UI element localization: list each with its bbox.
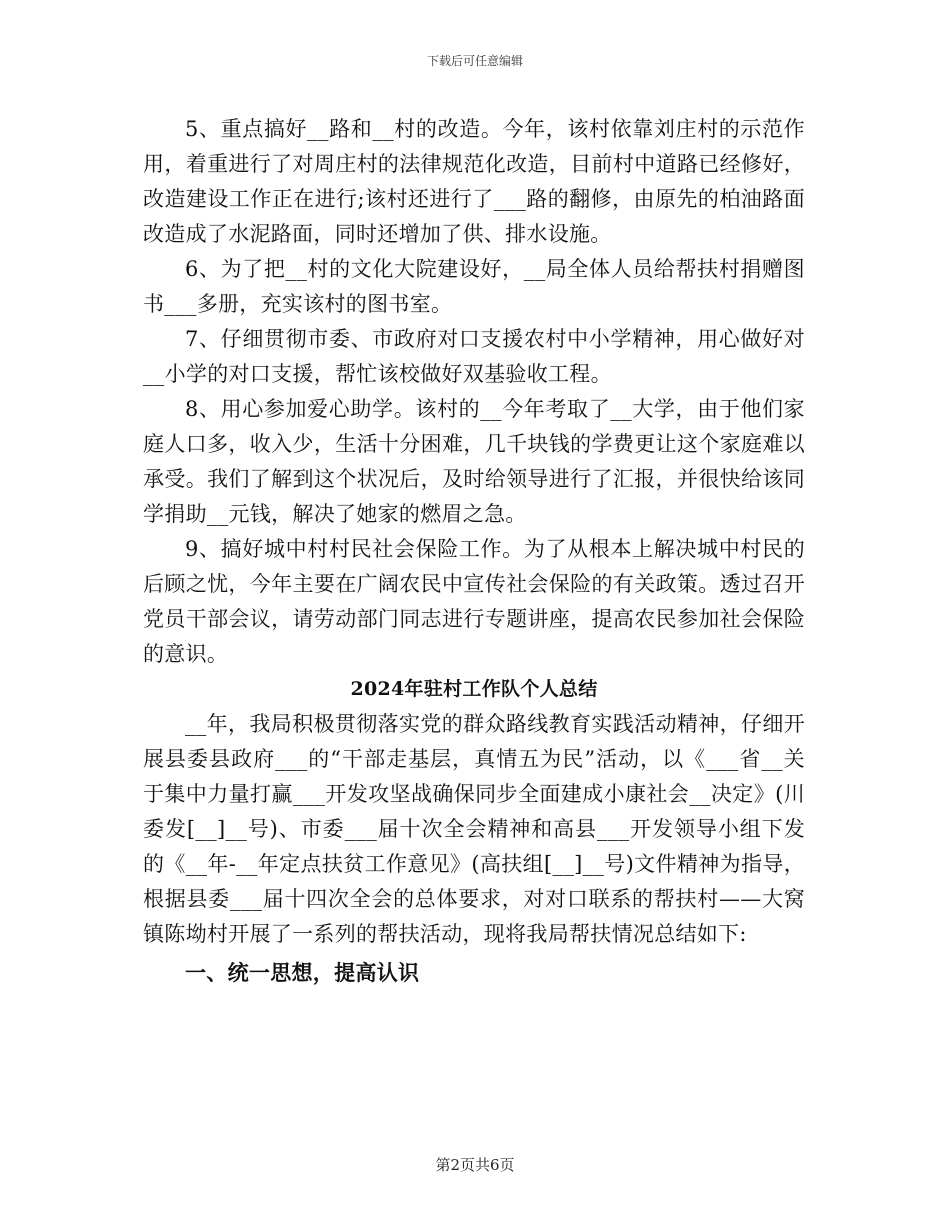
page-number: 第2页共6页 <box>435 1156 515 1174</box>
paragraph-item-7: 7、仔细贯彻市委、市政府对口支援农村中小学精神，用心做好对__小学的对口支援，帮忙该校做好双基验收工程。 <box>143 327 805 386</box>
intro-paragraph: __年，我局积极贯彻落实党的群众路线教育实践活动精神，仔细开展县委县政府___的“干部走基层，真情五为民”活动，以《___省__关于集中力量打赢___开发攻坚战确保同步全面建成小康社会__决定》(川委发[__]__号)、市委___届十次全会精神和高县___开发领导小组下发的《__年-__年定点扶贫工作意见》(高扶组[__]__号)文件精神为指导，根据县委___届十四次全会的总体要求，对对口联系的帮扶村——大窝镇陈坳村开展了一系列的帮扶活动，现将我局帮扶情况总结如下: <box>143 712 805 946</box>
page-header-note: 下载后可任意编辑 <box>426 54 523 68</box>
paragraph-item-6: 6、为了把__村的文化大院建设好，__局全体人员给帮扶村捐赠图书___多册，充实该村的图书室。 <box>143 257 805 316</box>
document-body <box>143 112 805 990</box>
section-heading: 一、统一思想，提高认识 <box>185 960 420 985</box>
paragraph-item-5: 5、重点搞好__路和__村的改造。今年，该村依靠刘庄村的示范作用，着重进行了对周庄村的法律规范化改造，目前村中道路已经修好，改造建设工作正在进行;该村还进行了___路的翻修，由原先的柏油路面改造成了水泥路面，同时还增加了供、排水设施。 <box>143 117 805 246</box>
paragraph-item-9: 9、搞好城中村村民社会保险工作。为了从根本上解决城中村民的后顾之忧，今年主要在广阔农民中宣传社会保险的有关政策。透过召开党员干部会议，请劳动部门同志进行专题讲座，提高农民参加社会保险的意识。 <box>143 537 805 666</box>
paragraph-item-8: 8、用心参加爱心助学。该村的__今年考取了__大学，由于他们家庭人口多，收入少，生活十分困难，几千块钱的学费更让这个家庭难以承受。我们了解到这个状况后，及时给领导进行了汇报，并很快给该同学捐助__元钱，解决了她家的燃眉之急。 <box>143 397 805 526</box>
document-title: 2024年驻村工作队个人总结 <box>350 678 598 700</box>
